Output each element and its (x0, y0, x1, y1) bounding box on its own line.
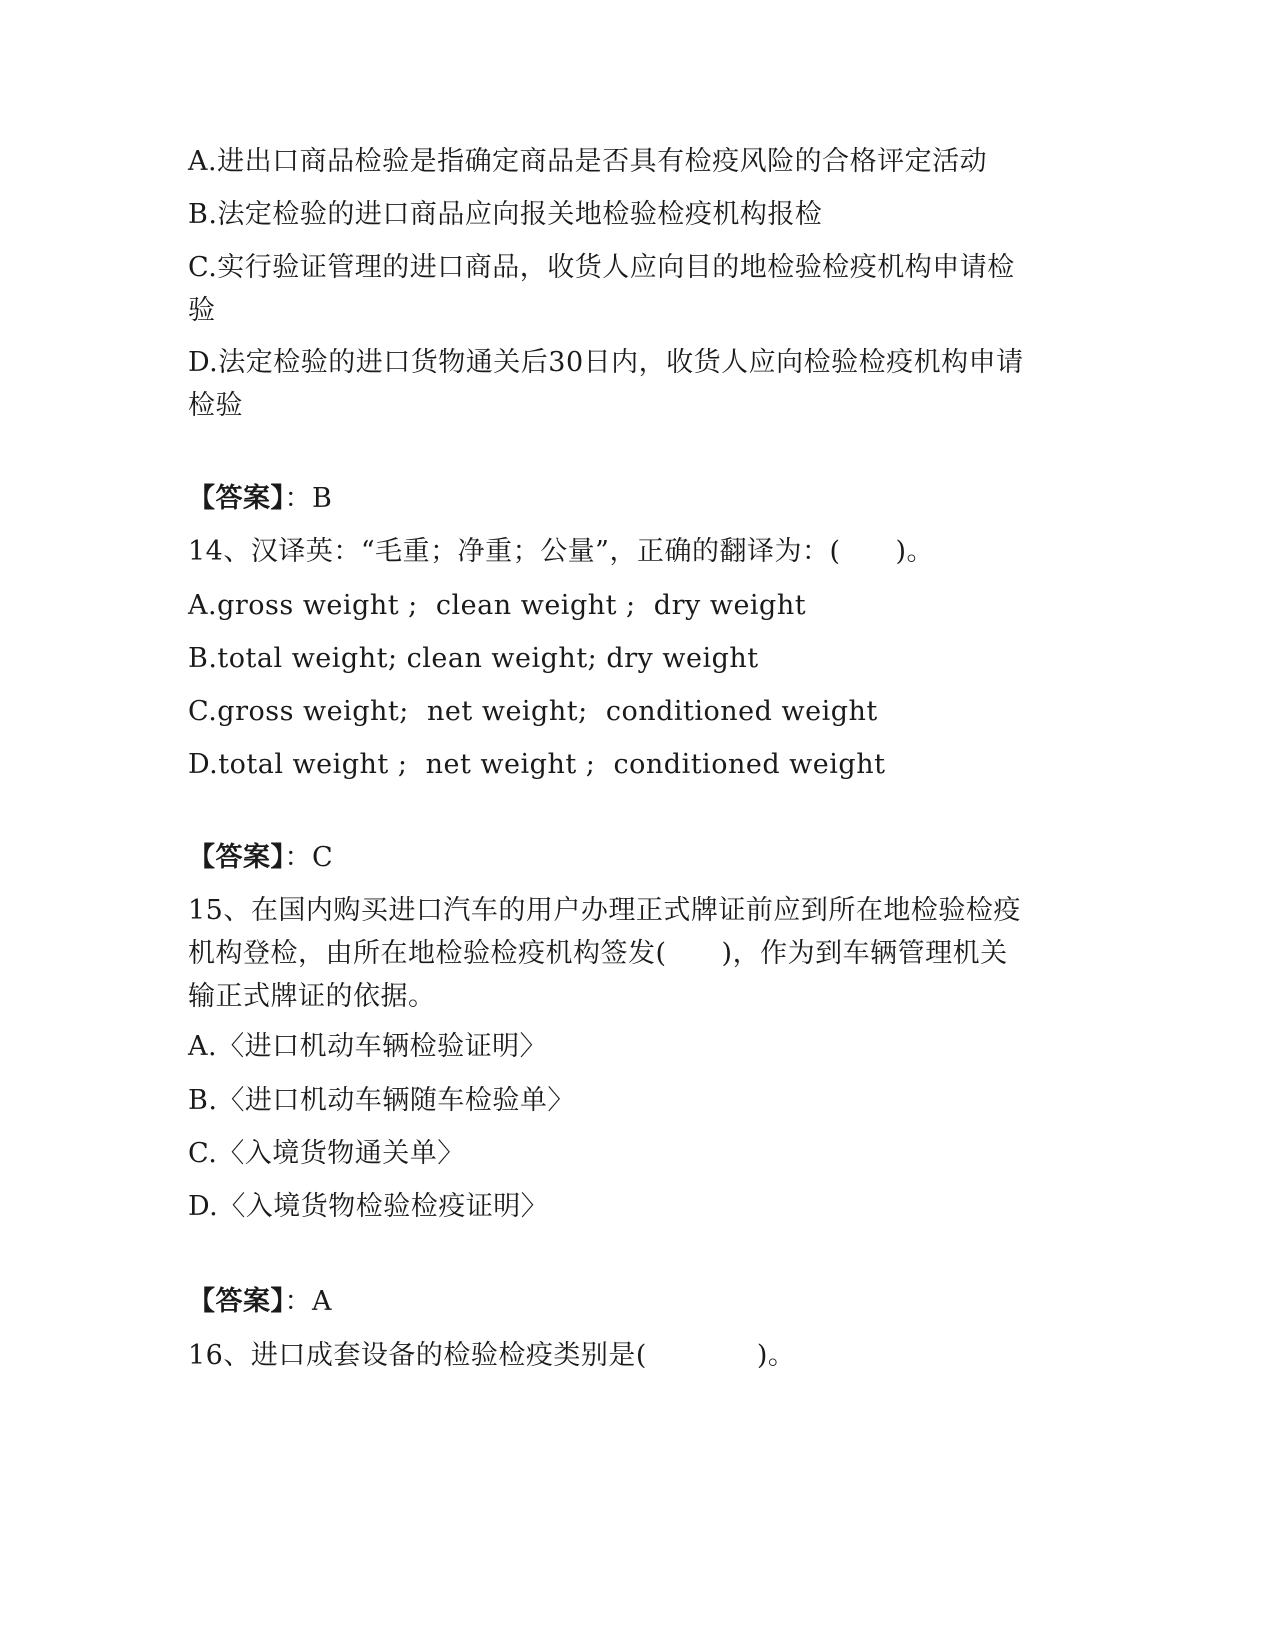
q15-option-b: B.〈进口机动车辆随车检验单〉 (188, 1085, 575, 1116)
q14-stem: 14、汉译英：“毛重；净重；公量”，正确的翻译为：( )。 (188, 536, 935, 567)
answer-separator: ： (284, 483, 312, 514)
q13-option-b: B.法定检验的进口商品应向报关地检验检疫机构报检 (188, 199, 823, 230)
q14-answer (188, 836, 1088, 879)
q13-option-a: A.进出口商品检验是指确定商品是否具有检疫风险的合格评定活动 (188, 146, 988, 177)
answer-separator: ： (284, 1286, 312, 1317)
answer-value: B (312, 483, 333, 514)
q15-answer (188, 1280, 1088, 1323)
q15-option-c: C.〈入境货物通关单〉 (188, 1138, 465, 1169)
q14-option-a: A.gross weight ; clean weight ; dry weight (188, 590, 807, 621)
q13-option-c: C.实行验证管理的进口商品，收货人应向目的地检验检疫机构申请检验 (188, 252, 1015, 326)
q15-option-a: A.〈进口机动车辆检验证明〉 (188, 1031, 548, 1062)
q15-stem: 15、在国内购买进口汽车的用户办理正式牌证前应到所在地检验检疫机构登检，由所在地检验检疫机构签发( )，作为到车辆管理机关输正式牌证的依据。 (188, 895, 1021, 1012)
q15-option-d: D.〈入境货物检验检疫证明〉 (188, 1191, 549, 1222)
q14-option-b: B.total weight; clean weight; dry weight (188, 643, 759, 674)
answer-value: C (312, 842, 334, 873)
q13-option-d: D.法定检验的进口货物通关后30日内，收货人应向检验检疫机构申请检验 (188, 347, 1024, 421)
answer-value: A (312, 1286, 332, 1317)
answer-label: 【答案】 (188, 483, 285, 514)
q14-option-c: C.gross weight; net weight; conditioned weight (188, 696, 878, 727)
q13-answer (188, 477, 1088, 520)
answer-label: 【答案】 (188, 1286, 285, 1317)
q16-stem: 16、进口成套设备的检验检疫类别是( )。 (188, 1340, 796, 1371)
q14-option-d: D.total weight ; net weight ; conditioned weight (188, 749, 886, 780)
answer-label: 【答案】 (188, 842, 285, 873)
answer-separator: ： (284, 842, 312, 873)
